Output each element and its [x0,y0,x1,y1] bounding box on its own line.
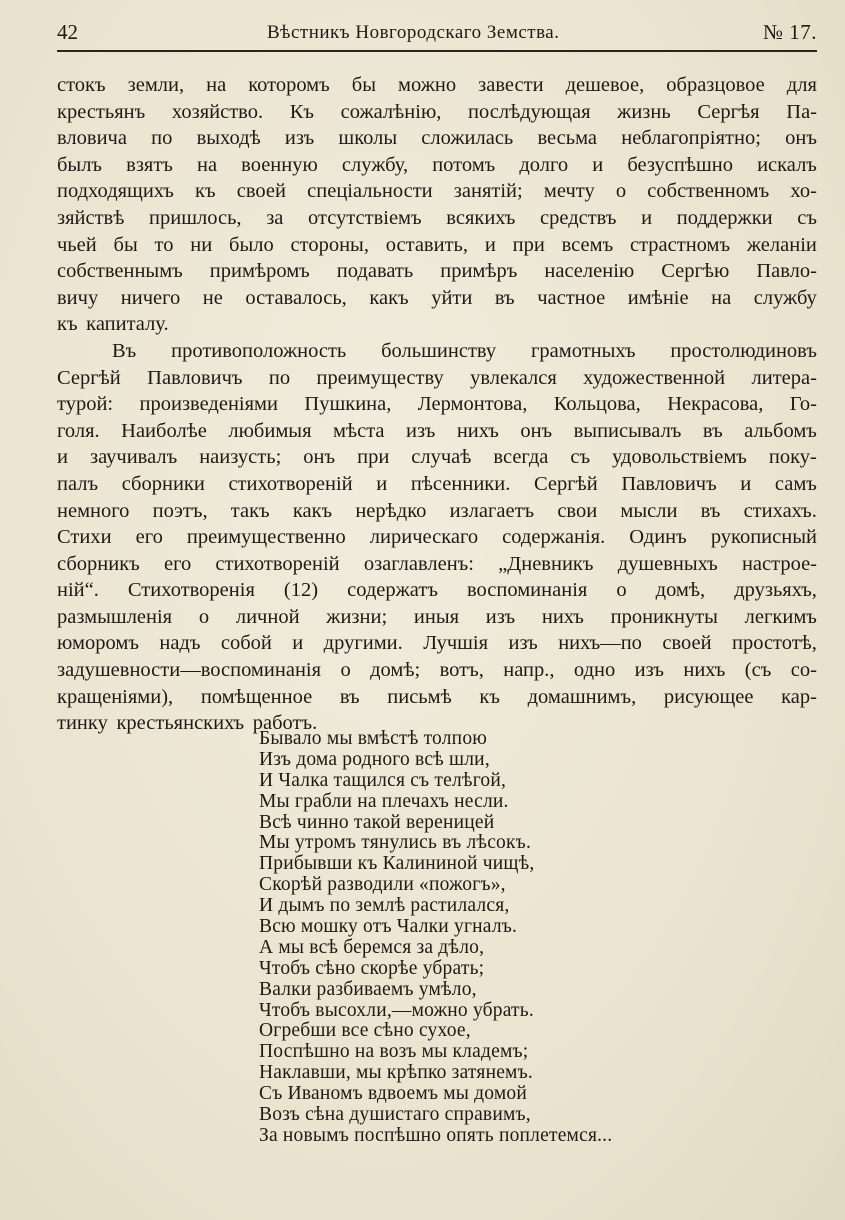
text-line: немного поэтъ, такъ какъ нерѣдко излагаетъ свои мысли въ стихахъ. [57,499,817,522]
text-line: вичу ничего не оставалось, какъ уйти въ частное имѣніе на службу [57,286,817,309]
poem-line: Изъ дома родного всѣ шли, [259,748,490,770]
poem-line: Мы грабли на плечахъ несли. [259,790,509,812]
text-line: былъ взятъ на военную службу, потомъ долго и безуспѣшно искалъ [57,153,817,176]
text-line: стокъ земли, на которомъ бы можно завести дешевое, образцовое для [57,74,817,96]
paragraph [57,338,817,737]
body-text [57,72,817,737]
poem-line: Огребши все сѣно сухое, [259,1020,471,1042]
text-line: собственнымъ примѣромъ подавать примѣръ населенію Сергѣю Павло- [57,260,817,283]
page-number: 42 [57,20,78,44]
text-line: сборникъ его стихотвореній озаглавленъ: „Дневникъ душевныхъ настрое- [57,552,817,575]
text-line: задушевности—воспоминанія о домѣ; вотъ, напр., одно изъ нихъ (съ со- [57,659,817,682]
poem [259,729,612,1147]
poem-line: И дымъ по землѣ растилался, [259,895,510,917]
text-line: тинку крестьянскихъ работъ. [57,712,318,735]
poem-line: Наклавши, мы крѣпко затянемъ. [259,1062,533,1084]
text-line: крестьянъ хозяйство. Къ сожалѣнію, послѣдующая жизнь Сергѣя Па- [57,100,817,123]
text-line: размышленія о личной жизни; иныя изъ нихъ проникнуты легкимъ [57,605,817,628]
issue-number: № 17. [762,20,817,44]
text-line: голя. Наиболѣе любимыя мѣста изъ нихъ онъ выписывалъ въ альбомъ [57,419,817,442]
poem-line: За новымъ поспѣшно опять поплетемся... [259,1124,613,1146]
poem-line: Валки разбиваемъ умѣло, [259,978,477,1000]
paragraph [57,72,817,338]
poem-line: Чтобъ высохли,—можно убрать. [259,999,534,1021]
text-line: чьей бы то ни было стороны, оставить, и при всемъ страстномъ желаніи [57,233,817,256]
poem-line: Мы утромъ тянулись въ лѣсокъ. [259,832,532,854]
text-line: кращеніями), помѣщенное въ письмѣ къ домашнимъ, рисующее кар- [57,685,817,708]
text-line: къ капиталу. [57,313,169,336]
poem-line: И Чалка тащился съ телѣгой, [259,769,507,791]
text-line: Въ противоположность большинству грамотныхъ простолюдиновъ [112,339,817,362]
text-line: юморомъ надъ собой и другими. Лучшія изъ нихъ—по своей простотѣ, [57,632,817,655]
poem-line: Скорѣй разводили «пожогъ», [259,874,506,896]
running-header [57,20,817,52]
text-line: Сергѣй Павловичъ по преимуществу увлекался художественной литера- [57,366,817,389]
text-line: ній“. Стихотворенія (12) содержатъ воспоминанія о домѣ, друзьяхъ, [57,579,817,602]
text-line: и заучивалъ наизусть; онъ при случаѣ всегда съ удовольствіемъ поку- [57,446,817,469]
text-line: зяйствѣ пришлось, за отсутствіемъ всякихъ средствъ и поддержки съ [57,206,817,229]
text-line: палъ сборники стихотвореній и пѣсенники. Сергѣй Павловичъ и самъ [57,472,817,495]
poem-line: Всю мошку отъ Чалки угналъ. [259,916,518,938]
poem-line: Бывало мы вмѣстѣ толпою [259,728,488,749]
text-line: подходящихъ къ своей спеціальности занятій; мечту о собственномъ хо- [57,180,817,203]
poem-line: Всѣ чинно такой вереницей [259,811,495,833]
poem-line: А мы всѣ беремся за дѣло, [259,936,485,958]
text-line: вловича по выходѣ изъ школы сложилась весьма неблагопріятно; онъ [57,127,817,150]
poem-line: Чтобъ сѣно скорѣе убрать; [259,957,485,979]
poem-line: Поспѣшно на возъ мы кладемъ; [259,1041,529,1063]
text-line: Стихи его преимущественно лирическаго содержанія. Одинъ рукописный [57,526,817,549]
poem-line: Съ Иваномъ вдвоемъ мы домой [259,1083,527,1105]
text-line: турой: произведеніями Пушкина, Лермонтова, Кольцова, Некрасова, Го- [57,393,817,416]
poem-line: Прибывши къ Калининой чищѣ, [259,853,535,875]
poem-line: Возъ сѣна душистаго справимъ, [259,1104,531,1126]
journal-title: Вѣстникъ Новгородскаго Земства. [267,22,560,43]
